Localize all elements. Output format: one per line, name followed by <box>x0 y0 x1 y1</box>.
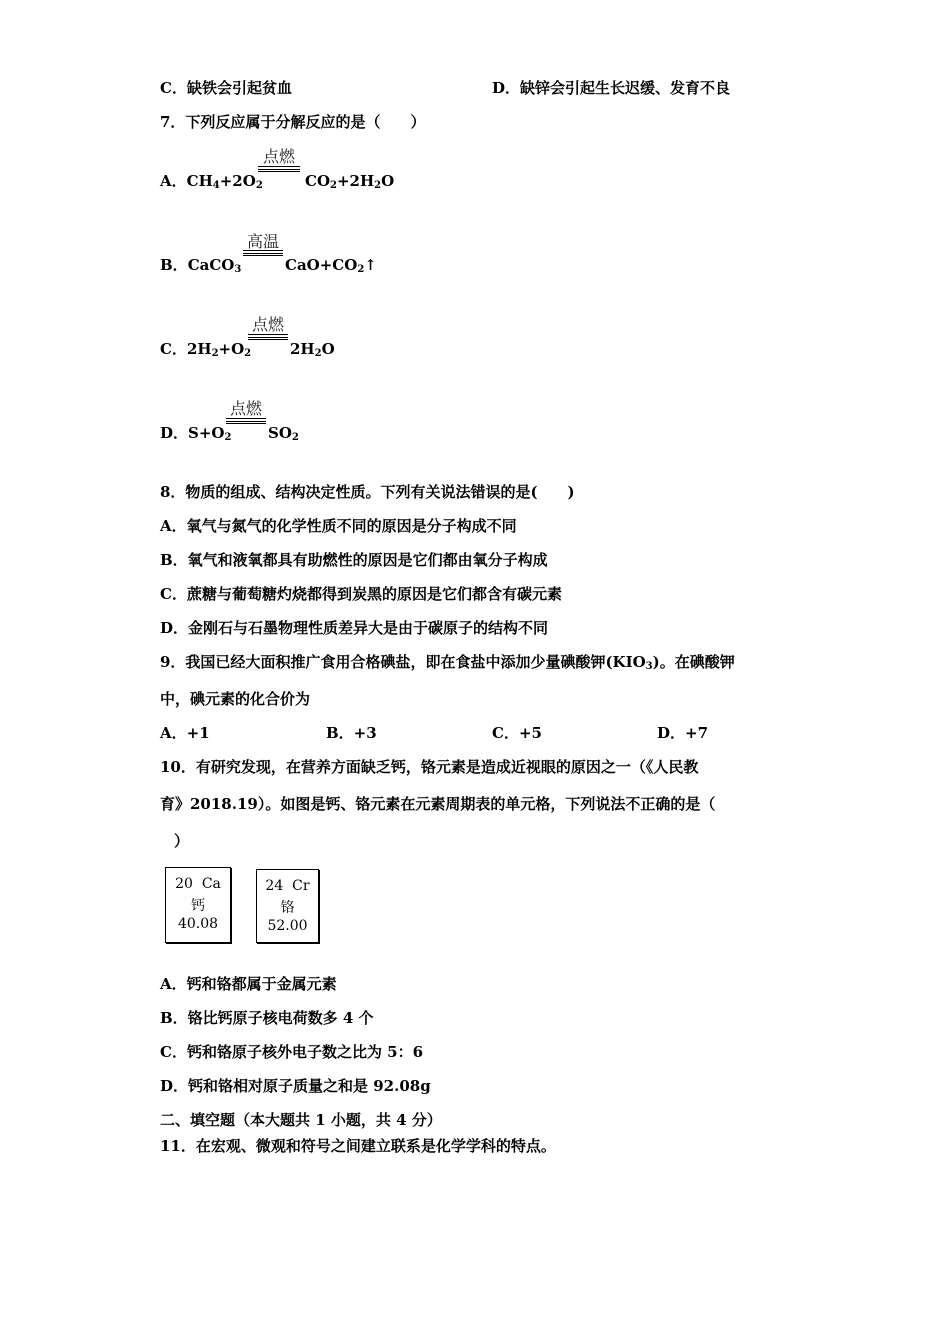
q7-b-equals-line <box>243 255 283 256</box>
q7-a-products: $CO_2+2H_2O$ <box>305 172 395 191</box>
q7-b-condition: 高温 <box>246 232 279 251</box>
q10-option-a: A．钙和铬都属于金属元素 <box>160 975 337 993</box>
q7-a-equals-sign <box>258 166 300 170</box>
q7-option-a: A．$CH_4+2O_2$ <box>160 172 263 191</box>
q7-b-equals-sign <box>243 250 283 254</box>
q7-d-equals-sign <box>226 418 266 422</box>
q11-stem: 11．在宏观、微观和符号之间建立联系是化学学科的特点。 <box>160 1137 556 1155</box>
q8-option-a: A．氧气与氮气的化学性质不同的原因是分子构成不同 <box>160 517 517 535</box>
q7-c-equals-line <box>248 339 288 340</box>
q7-c-condition: 点燃 <box>251 315 284 334</box>
chromium-element-cell <box>256 869 319 943</box>
q7-stem: 7．下列反应属于分解反应的是（ ） <box>160 113 426 131</box>
q7-b-products: $CaO+CO_2↑$ <box>285 256 377 275</box>
q9-option-a: A．+1 <box>160 724 210 742</box>
q9-option-b: B．+3 <box>326 724 377 742</box>
section-title: 二、填空题（本大题共 1 小题，共 4 分） <box>160 1111 442 1129</box>
q7-d-equals-line <box>226 423 266 424</box>
q9-stem: 9．我国已经大面积推广食用合格碘盐，即在食盐中添加少量碘酸钾$(KIO_3)$。在碘酸钾 <box>160 653 735 672</box>
calcium-name: 钙 <box>191 898 205 914</box>
q6-option-c: C．缺铁会引起贫血 <box>160 79 292 97</box>
q10-stem-2: 育》2018.19）。如图是钙、铬元素在元素周期表的单元格，下列说法不正确的是（ <box>160 795 716 813</box>
q6-option-d: D．缺锌会引起生长迟缓、发育不良 <box>492 79 731 97</box>
q10-option-c: C．钙和铬原子核外电子数之比为 5：6 <box>160 1043 424 1061</box>
q7-d-products: $SO_2$ <box>268 424 299 443</box>
q7-option-d: D．$S+O_2$ <box>160 424 232 443</box>
q8-option-b: B．氧气和液氧都具有助燃性的原因是它们都由氧分子构成 <box>160 551 548 569</box>
q7-option-b: B．CaCO$_3$ <box>160 256 242 275</box>
q9-stem-cont: 中，碘元素的化合价为 <box>160 690 311 708</box>
q10-option-d: D．钙和铬相对原子质量之和是 92.08g <box>160 1077 431 1095</box>
q10-stem-3: ） <box>174 832 190 850</box>
q10-option-b: B．铬比钙原子核电荷数多 4 个 <box>160 1009 374 1027</box>
q9-option-d: D．+7 <box>657 724 709 742</box>
q7-c-products: $2H_2O$ <box>290 340 335 359</box>
chromium-mass: 52.00 <box>267 918 308 934</box>
q8-option-c: C．蔗糖与葡萄糖灼烧都得到炭黑的原因是它们都含有碳元素 <box>160 585 562 603</box>
calcium-mass: 40.08 <box>177 916 219 932</box>
chromium-number-symbol: 24 Cr <box>265 878 310 894</box>
q7-option-c: C．$2H_2+O_2$ <box>160 340 252 359</box>
q7-c-equals-sign <box>248 334 288 338</box>
q8-stem: 8．物质的组成、结构决定性质。下列有关说法错误的是( ) <box>160 483 575 501</box>
q9-option-c: C．+5 <box>492 724 542 742</box>
calcium-element-cell <box>165 867 231 943</box>
q10-stem-1: 10．有研究发现，在营养方面缺乏钙，铬元素是造成近视眼的原因之一（《人民教 <box>160 758 699 776</box>
q7-d-condition: 点燃 <box>229 399 262 418</box>
q7-a-equals-line <box>258 171 300 172</box>
chromium-name: 铬 <box>280 900 295 916</box>
q8-option-d: D．金刚石与石墨物理性质差异大是由于碳原子的结构不同 <box>160 619 549 637</box>
q7-a-condition: 点燃 <box>262 147 295 166</box>
calcium-number-symbol: 20 Ca <box>175 876 221 892</box>
